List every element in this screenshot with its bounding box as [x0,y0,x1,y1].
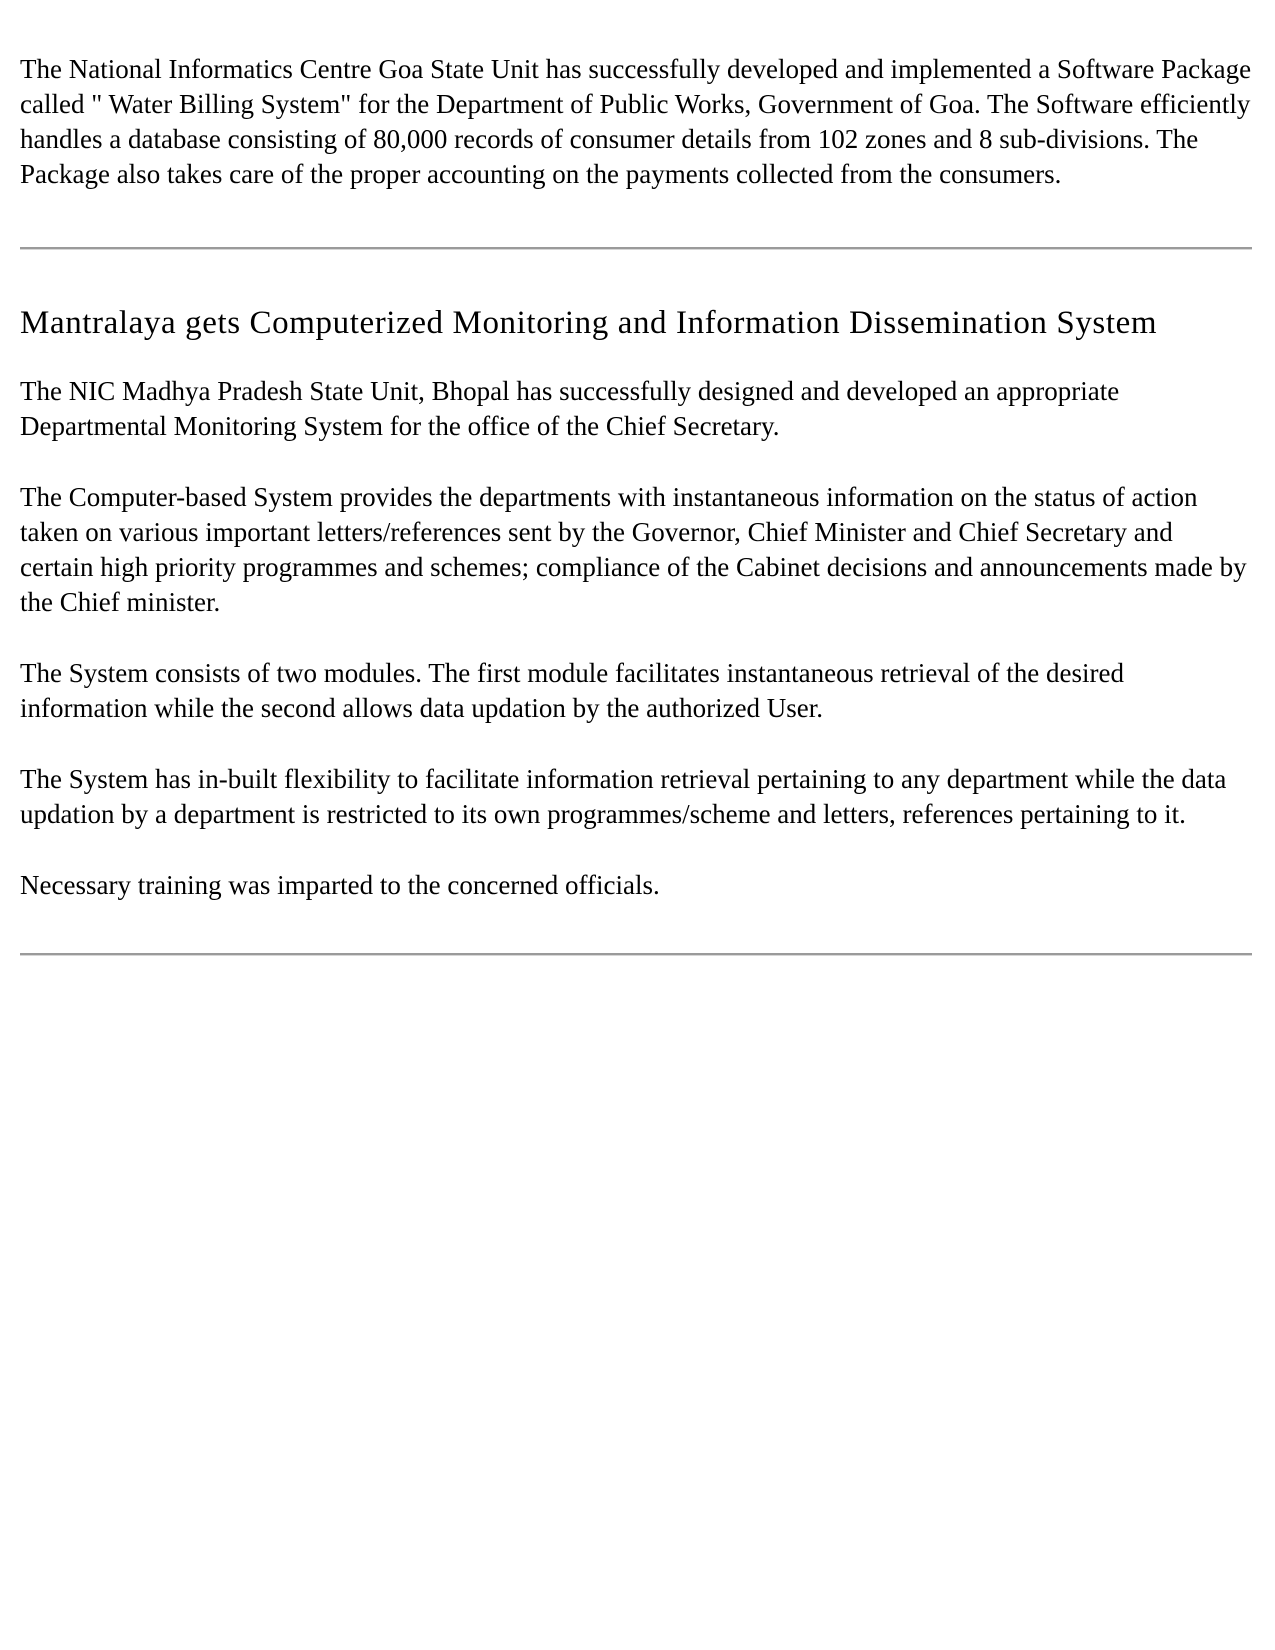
document-page [20,52,1252,956]
article-title: Mantralaya gets Computerized Monitoring and Information Dissemination System [20,305,1158,341]
article-paragraph-intro: The NIC Madhya Pradesh State Unit, Bhopal has successfully designed and developed an appropriate Departmental Monitoring System for the office of the Chief Secretary. [20,376,1120,441]
article-paragraph-training: Necessary training was imparted to the concerned officials. [20,870,660,900]
section-divider [20,953,1252,956]
spacer [20,903,1252,953]
spacer [20,250,1252,302]
spacer [20,832,1252,868]
spacer [20,444,1252,480]
article-paragraph-system: The Computer-based System provides the departments with instantaneous information on the status of action taken on various important letters/references sent by the Governor, Chief Minister and Chief Secretary and certain high priority programmes and schemes; compliance of the Cabinet decisions and announcements made by the Chief minister. [20,482,1247,617]
spacer [20,620,1252,656]
spacer [20,192,1252,247]
spacer [20,726,1252,762]
spacer [20,344,1252,374]
article-paragraph-modules: The System consists of two modules. The first module facilitates instantaneous retrieval of the desired information while the second allows data updation by the authorized User. [20,658,1124,723]
goa-water-billing-paragraph: The National Informatics Centre Goa State Unit has successfully developed and implemented a Software Package called " Water Billing System" for the Department of Public Works, Government of Goa. The Software efficiently handles a database consisting of 80,000 records of consumer details from 102 zones and 8 sub-divisions. The Package also takes care of the proper accounting on the payments collected from the consumers. [20,54,1252,189]
article-paragraph-flexibility: The System has in-built flexibility to facilitate information retrieval pertaining to any department while the data updation by a department is restricted to its own programmes/scheme and letters, references pertaining to it. [20,764,1227,829]
